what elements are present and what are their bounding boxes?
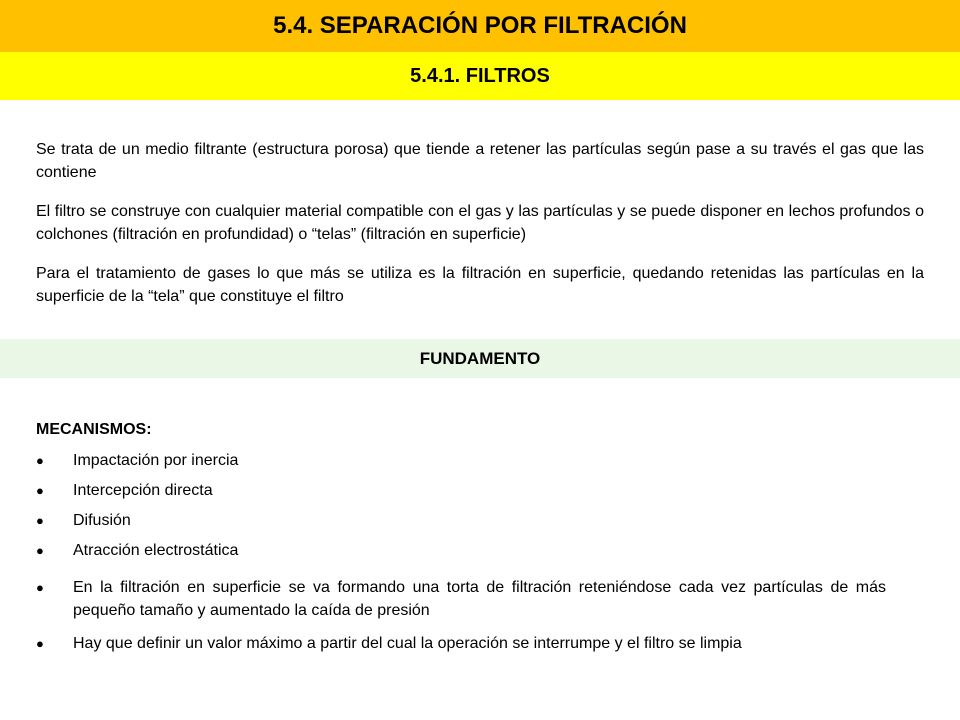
list-item	[36, 479, 924, 502]
list-item-text: Atracción electrostática	[73, 542, 239, 559]
subtitle-banner	[0, 52, 960, 100]
section-title: FUNDAMENTO	[419, 348, 541, 368]
list-item	[36, 539, 924, 562]
list-item-text: En la filtración en superficie se va formando una torta de filtración reteniéndose cada vez partículas de más pequeño tamaño y aumentado la caída de presión	[73, 579, 886, 619]
list-item-text: Hay que definir un valor máximo a partir del cual la operación se interrumpe y el filtro se limpia	[73, 635, 742, 652]
section-banner	[0, 339, 960, 378]
mechanisms-list	[36, 418, 924, 665]
bullet-icon: ●	[36, 483, 44, 498]
title-banner	[0, 0, 960, 52]
intro-paragraph: El filtro se construye con cualquier material compatible con el gas y las partículas y se puede disponer en lechos profundos o colchones (filtración en profundidad) o “telas” (filtración en superficie)	[36, 203, 924, 243]
intro-paragraph: Para el tratamiento de gases lo que más se utiliza es la filtración en superficie, quedando retenidas las partículas en la superficie de la “tela” que constituye el filtro	[36, 265, 924, 305]
bullet-icon: ●	[36, 636, 44, 651]
bullet-icon: ●	[36, 543, 44, 558]
page-title: 5.4. SEPARACIÓN POR FILTRACIÓN	[273, 12, 687, 39]
mechanisms-heading: MECANISMOS:	[36, 421, 152, 438]
list-item	[36, 632, 924, 655]
intro-paragraph: Se trata de un medio filtrante (estructura porosa) que tiende a retener las partículas según pase a su través el gas que las contiene	[36, 141, 924, 181]
list-item-text: Difusión	[73, 512, 131, 529]
list-item-text: Intercepción directa	[73, 482, 213, 499]
list-item	[36, 449, 924, 472]
list-item-text: Impactación por inercia	[73, 452, 239, 469]
list-item	[36, 576, 924, 622]
page-subtitle: 5.4.1. FILTROS	[410, 64, 550, 87]
bullet-icon: ●	[36, 453, 44, 468]
intro-text	[36, 138, 924, 324]
bullet-icon: ●	[36, 580, 44, 595]
bullet-icon: ●	[36, 513, 44, 528]
list-item	[36, 509, 924, 532]
